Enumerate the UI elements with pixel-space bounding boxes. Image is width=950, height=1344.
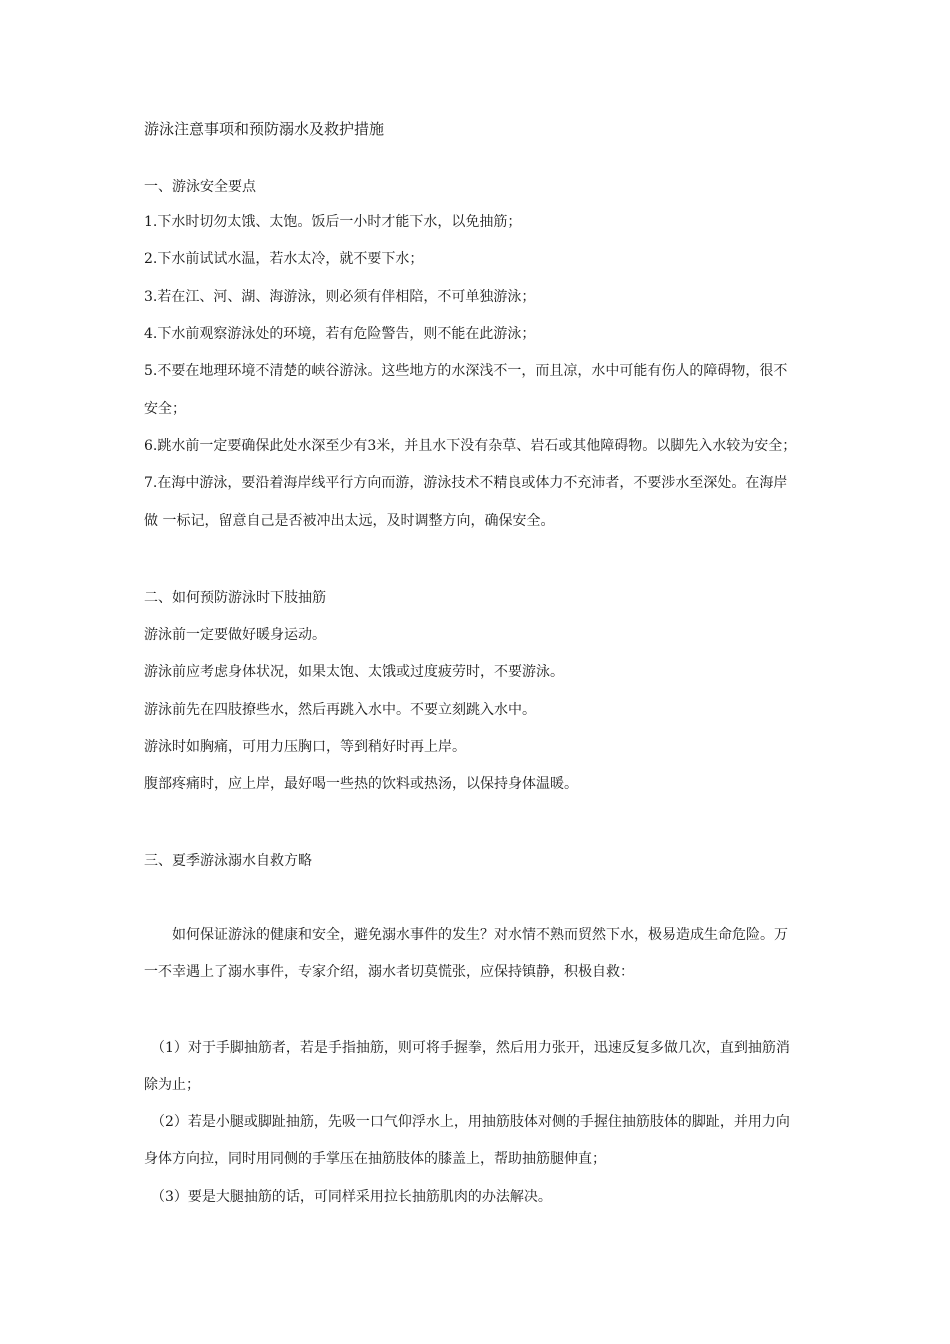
section-3-item-line: （2）若是小腿或脚趾抽筋，先吸一口气仰浮水上，用抽筋肢体对侧的手握住抽筋肢体的脚趾，并用力向 bbox=[144, 1114, 790, 1130]
section-1-line: 3.若在江、河、湖、海游泳，则必须有伴相陪，不可单独游泳； bbox=[144, 289, 536, 305]
section-2-line: 游泳时如胸痛，可用力压胸口，等到稍好时再上岸。 bbox=[144, 739, 466, 755]
document-title: 游泳注意事项和预防溺水及救护措施 bbox=[144, 120, 385, 138]
section-1-line: 4.下水前观察游泳处的环境，若有危险警告，则不能在此游泳； bbox=[144, 326, 536, 342]
section-1-line: 做 一标记，留意自己是否被冲出太远，及时调整方向，确保安全。 bbox=[144, 513, 555, 529]
section-3-item-line: （1）对于手脚抽筋者，若是手指抽筋，则可将手握拳，然后用力张开，迅速反复多做几次，直到抽筋消 bbox=[144, 1040, 790, 1056]
section-2-line: 游泳前应考虑身体状况，如果太饱、太饿或过度疲劳时，不要游泳。 bbox=[144, 664, 564, 680]
section-1-line: 5.不要在地理环境不清楚的峡谷游泳。这些地方的水深浅不一，而且凉，水中可能有伤人的障碍物，很不 bbox=[144, 363, 788, 379]
section-3-item-line: 除为止； bbox=[144, 1077, 200, 1093]
section-2-line: 游泳前一定要做好暖身运动。 bbox=[144, 627, 326, 643]
section-1-line: 2.下水前试试水温，若水太冷，就不要下水； bbox=[144, 251, 424, 267]
section-2-heading: 二、如何预防游泳时下肢抽筋 bbox=[144, 590, 326, 606]
section-1-line: 7.在海中游泳，要沿着海岸线平行方向而游，游泳技术不精良或体力不充沛者，不要涉水至深处。在海岸 bbox=[144, 475, 788, 491]
section-3-item-line: 身体方向拉，同时用同侧的手掌压在抽筋肢体的膝盖上，帮助抽筋腿伸直； bbox=[144, 1151, 606, 1167]
section-1-line: 6.跳水前一定要确保此处水深至少有3米，并且水下没有杂草、岩石或其他障碍物。以脚先入水较为安全； bbox=[144, 438, 797, 454]
section-3-intro-line: 如何保证游泳的健康和安全，避免溺水事件的发生？对水情不熟而贸然下水，极易造成生命危险。万 bbox=[144, 927, 788, 943]
section-3-item-line: （3）要是大腿抽筋的话，可同样采用拉长抽筋肌肉的办法解决。 bbox=[144, 1189, 552, 1205]
section-2-line: 游泳前先在四肢撩些水，然后再跳入水中。不要立刻跳入水中。 bbox=[144, 702, 536, 718]
section-3-heading: 三、夏季游泳溺水自救方略 bbox=[144, 853, 312, 869]
section-2-line: 腹部疼痛时，应上岸，最好喝一些热的饮料或热汤，以保持身体温暖。 bbox=[144, 776, 578, 792]
section-1-line: 1.下水时切勿太饿、太饱。饭后一小时才能下水，以免抽筋； bbox=[144, 214, 522, 230]
section-3-intro-line: 一不幸遇上了溺水事件，专家介绍，溺水者切莫慌张，应保持镇静，积极自救： bbox=[144, 964, 634, 980]
section-1-heading: 一、游泳安全要点 bbox=[144, 179, 256, 195]
section-1-line: 安全； bbox=[144, 401, 186, 417]
